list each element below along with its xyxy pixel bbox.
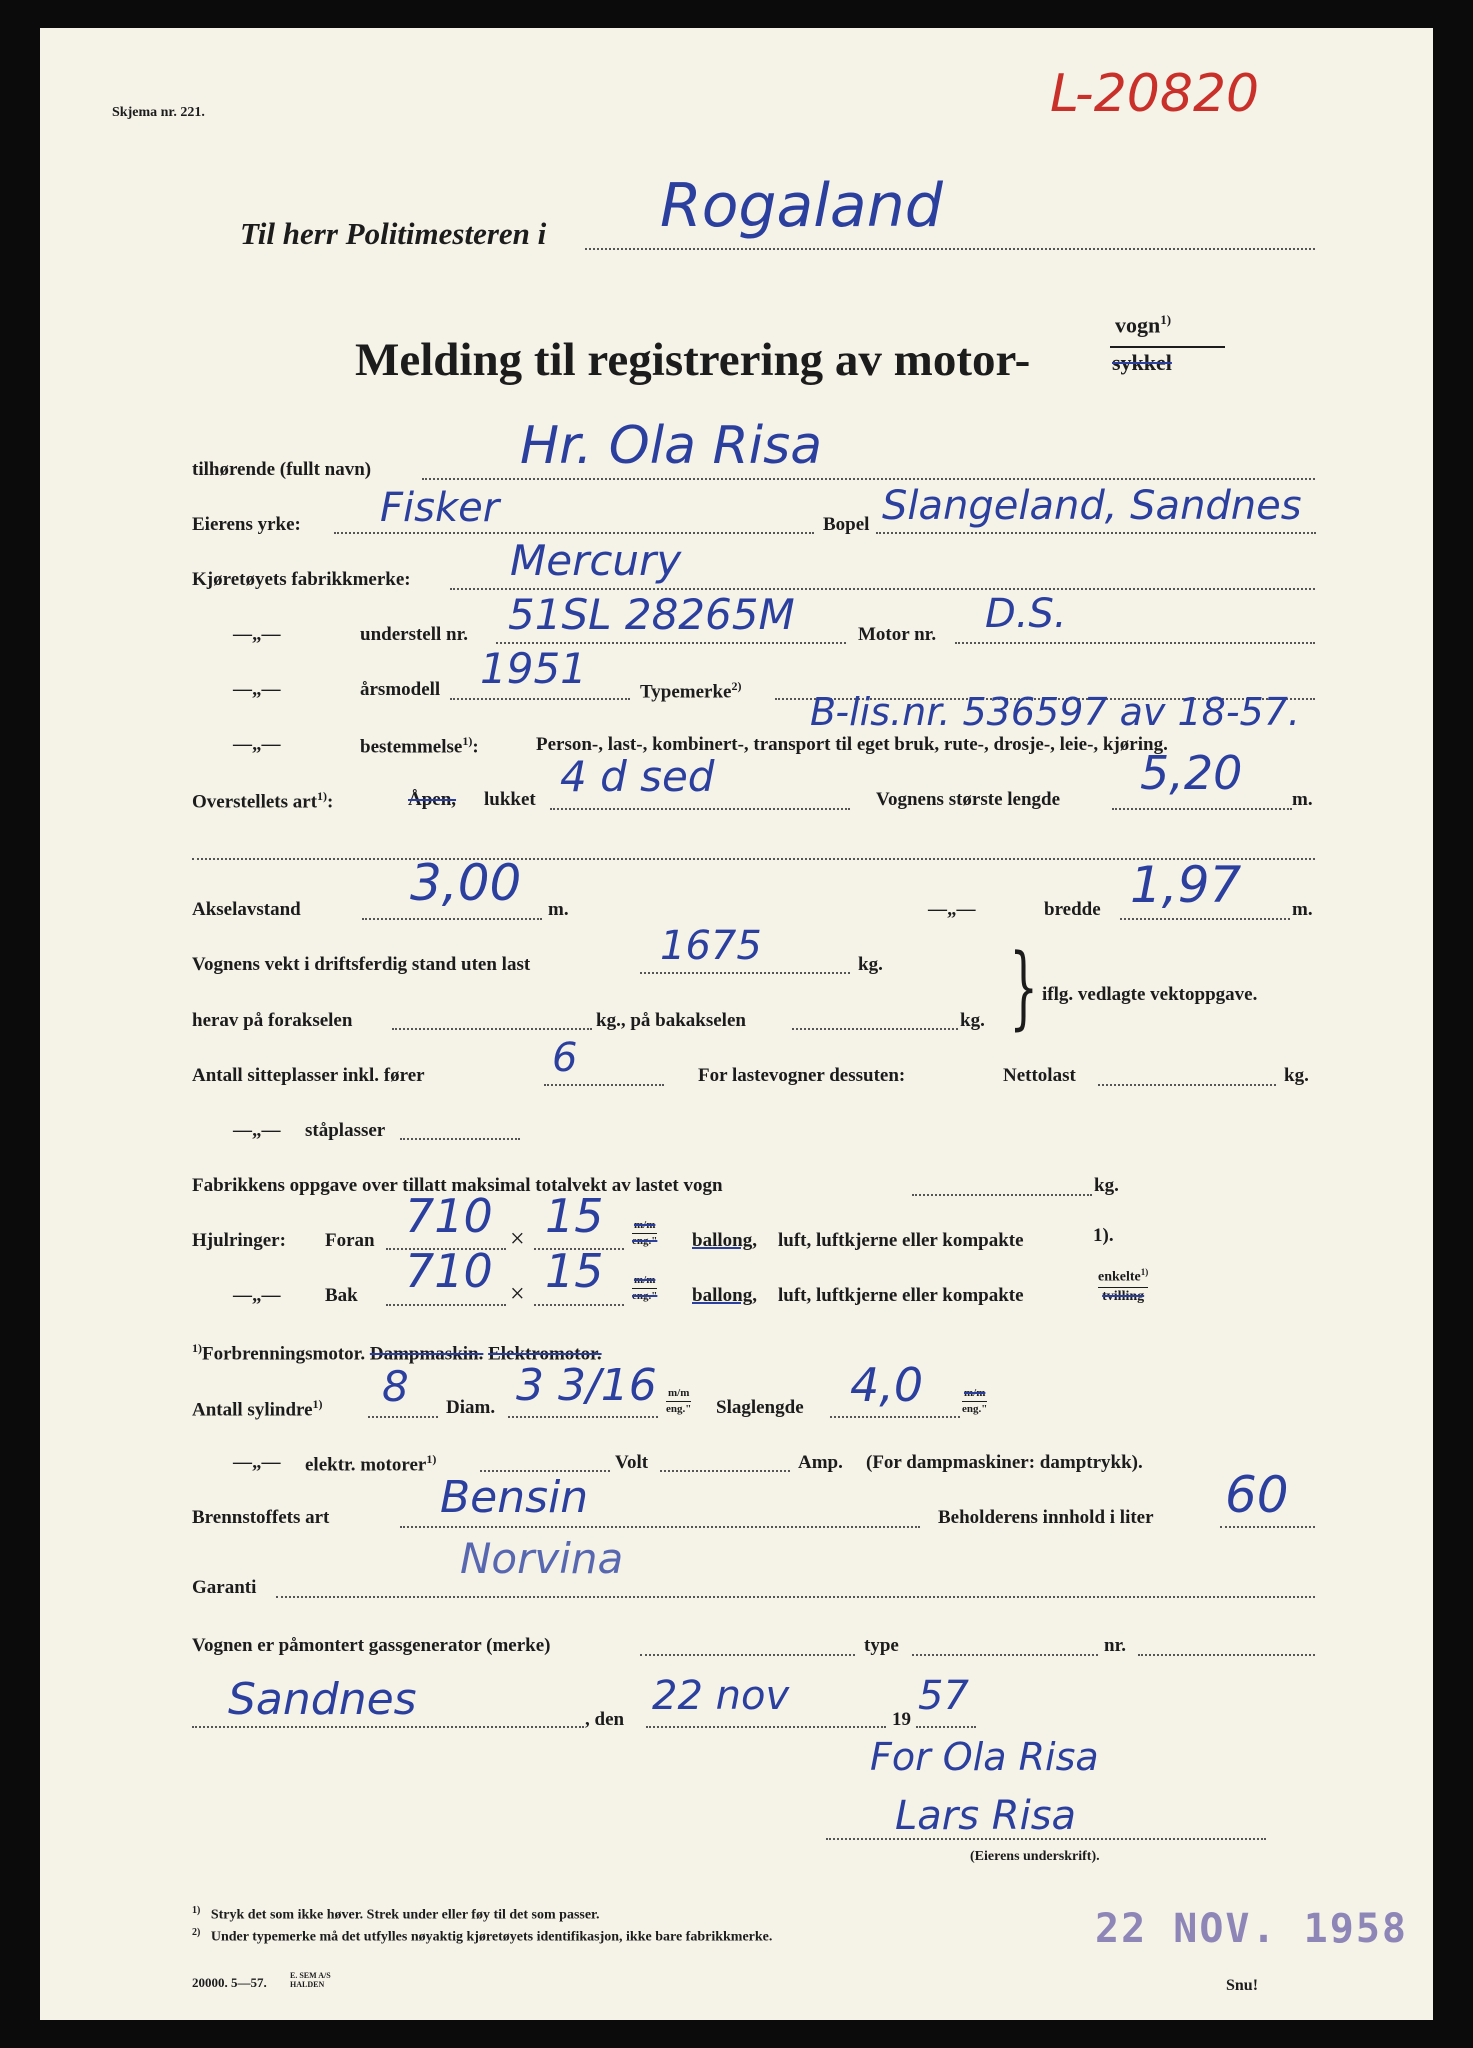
unit-kg: kg.	[960, 1010, 985, 1031]
dotted-line	[912, 1194, 1092, 1196]
dotted-line	[550, 808, 850, 810]
dotted-line	[450, 698, 630, 700]
residence-label: Bopel	[823, 514, 870, 535]
cylinders-label: Antall sylindre$^{1)}$	[192, 1397, 323, 1421]
signature-label: (Eierens underskrift).	[970, 1849, 1100, 1864]
width-value: 1,97	[1130, 856, 1242, 914]
ditto-mark: —„—	[928, 899, 976, 920]
den-label: , den	[585, 1709, 625, 1730]
length-value: 5,20	[1140, 746, 1243, 800]
unit-kg: kg.	[1284, 1065, 1309, 1086]
wheelbase-value: 3,00	[410, 854, 522, 912]
make-value: Mercury	[510, 536, 682, 585]
year-prefix: 19	[892, 1709, 911, 1730]
police-district: Rogaland	[660, 171, 943, 241]
tyre-ballong: ballong,	[692, 1285, 757, 1306]
body-open-struck: Åpen,	[408, 789, 457, 810]
signature-date: 22 nov	[652, 1673, 790, 1719]
signature-line-1: For Ola Risa	[870, 1735, 1099, 1779]
times-sign: ×	[510, 1224, 525, 1253]
weight-value: 1675	[660, 923, 762, 969]
dotted-line	[508, 1416, 658, 1418]
form-title: Melding til registrering av motor-	[355, 334, 1031, 386]
footnote-2: $^{2)}$ Under typemerke må det utfylles nøyaktig kjøretøyets identifikasjon, ikke bare fabrikkmerke.	[192, 1927, 773, 1945]
dotted-line	[362, 918, 542, 920]
tyre-ballong: ballong,	[692, 1230, 757, 1251]
dotted-line	[660, 1470, 790, 1472]
year-value: 1951	[480, 644, 587, 693]
ditto-mark: —„—	[233, 1120, 281, 1141]
brace: }	[1009, 935, 1038, 1040]
printer-name: E. SEM A/S HALDEN	[290, 1971, 331, 1989]
signature-place: Sandnes	[228, 1674, 417, 1725]
times-sign: ×	[510, 1279, 525, 1308]
front-label: Foran	[325, 1230, 375, 1251]
maxweight-label: Fabrikkens oppgave over tillatt maksimal totalvekt av lastet vogn	[192, 1175, 723, 1196]
dotted-line	[534, 1304, 624, 1306]
signature-line-2: Lars Risa	[895, 1793, 1077, 1839]
occupation-label: Eierens yrke:	[192, 514, 301, 535]
form-number: Skjema nr. 221.	[112, 105, 205, 120]
dotted-line	[392, 1028, 592, 1030]
unit-m: m.	[1292, 789, 1313, 810]
front-tyre-width: 710	[405, 1189, 493, 1243]
received-date-stamp: 22 NOV. 1958	[1095, 1906, 1408, 1952]
weight-label: Vognens vekt i driftsferdig stand uten last	[192, 954, 531, 975]
fuel-label: Brennstoffets art	[192, 1507, 330, 1528]
front-axle-label: herav på forakselen	[192, 1010, 353, 1031]
dotted-line	[912, 1654, 1098, 1656]
owner-label: tilhørende (fullt navn)	[192, 459, 372, 480]
diam-value: 3 3/16	[516, 1360, 657, 1411]
purpose-options: Person-, last-, kombinert-, transport til eget bruk, rute-, drosje-, leie-, kjøring.	[536, 734, 1168, 755]
wheelbase-label: Akselavstand	[192, 899, 301, 920]
unit-fraction: m/m eng."	[632, 1274, 658, 1302]
dotted-line	[792, 1028, 958, 1030]
ditto-mark: —„—	[233, 734, 281, 755]
amp-label: Amp.	[798, 1452, 843, 1473]
print-info: 20000. 5—57.	[192, 1975, 267, 1990]
chassis-value: 51SL 28265M	[508, 590, 795, 639]
year-suffix: 57	[918, 1673, 969, 1719]
rear-axle-label: kg., på bakakselen	[596, 1010, 746, 1031]
unit-fraction: m/m eng."	[962, 1387, 988, 1415]
length-label: Vognens største lengde	[876, 789, 1061, 810]
width-label: bredde	[1044, 899, 1101, 920]
tyre-types: luft, luftkjerne eller kompakte	[778, 1285, 1024, 1306]
unit-fraction: m/m eng."	[666, 1387, 692, 1415]
body-label: Overstellets art$^{1)}$:	[192, 789, 334, 813]
front-rim-size: 15	[545, 1189, 604, 1243]
unit-m: m.	[548, 899, 569, 920]
body-value: 4 d sed	[560, 752, 715, 801]
dotted-line	[830, 1416, 960, 1418]
cargo-label: For lastevogner dessuten:	[698, 1065, 906, 1086]
gas-label: Vognen er påmontert gassgenerator (merke)	[192, 1635, 551, 1656]
owner-value: Hr. Ola Risa	[520, 416, 823, 476]
unit-kg: kg.	[858, 954, 883, 975]
make-label: Kjøretøyets fabrikkmerke:	[192, 569, 411, 590]
ditto-mark: —„—	[233, 679, 281, 700]
dotted-line	[640, 1654, 855, 1656]
seats-label: Antall sitteplasser inkl. fører	[192, 1065, 425, 1086]
dotted-line	[400, 1526, 920, 1528]
tank-value: 60	[1225, 1466, 1289, 1524]
dotted-line	[1098, 1084, 1276, 1086]
rear-label: Bak	[325, 1285, 358, 1306]
vehicle-type-kept: vogn$^{1)}$	[1115, 312, 1172, 338]
nr-label: nr.	[1104, 1635, 1127, 1656]
fraction-bar	[1110, 346, 1225, 348]
dotted-line	[1138, 1654, 1315, 1656]
dotted-line	[1112, 808, 1292, 810]
dotted-line	[544, 1084, 664, 1086]
fuel-value: Bensin	[440, 1472, 589, 1523]
dotted-line	[422, 478, 1315, 480]
warranty-value: Norvina	[460, 1534, 624, 1583]
dotted-line	[826, 1838, 1266, 1840]
unit-m: m.	[1292, 899, 1313, 920]
stroke-label: Slaglengde	[716, 1397, 804, 1418]
ditto-mark: —„—	[233, 624, 281, 645]
wheels-label: Hjulringer:	[192, 1230, 286, 1251]
vehicle-type-struck: sykkel	[1112, 350, 1172, 375]
tyre-note: 1).	[1093, 1225, 1114, 1246]
unit-kg: kg.	[1094, 1175, 1119, 1196]
rear-rim-size: 15	[545, 1244, 604, 1298]
engine-types: $^{1)}$Forbrenningsmotor. Dampmaskin. Elektromotor.	[192, 1341, 602, 1365]
netload-label: Nettolast	[1003, 1065, 1076, 1086]
archive-number: L-20820	[1050, 64, 1260, 124]
dotted-line	[386, 1304, 506, 1306]
rear-tyre-width: 710	[405, 1244, 493, 1298]
seats-value: 6	[552, 1035, 578, 1081]
dotted-line	[646, 1726, 886, 1728]
typemark-label: Typemerke$^{2)}$	[640, 679, 742, 703]
tank-label: Beholderens innhold i liter	[938, 1507, 1154, 1528]
steam-label: (For dampmaskiner: damptrykk).	[866, 1452, 1143, 1473]
volt-label: Volt	[615, 1452, 649, 1473]
electric-label: elektr. motorer$^{1)}$	[305, 1452, 437, 1476]
dotted-line	[400, 1138, 520, 1140]
dotted-line	[368, 1416, 438, 1418]
dotted-line	[955, 642, 1315, 644]
single-twin-fraction: enkelte$^{1)}$ tvilling	[1098, 1267, 1149, 1304]
footnote-1: $^{1)}$ Stryk det som ikke høver. Strek under eller føy til det som passer.	[192, 1905, 600, 1923]
chassis-label: understell nr.	[360, 624, 469, 645]
diam-label: Diam.	[446, 1397, 496, 1418]
year-label: årsmodell	[360, 679, 441, 700]
dotted-line	[876, 532, 1316, 534]
dotted-line	[276, 1596, 1315, 1598]
turn-over-note: Snu!	[1226, 1977, 1259, 1994]
dotted-line	[640, 972, 850, 974]
weight-note: iflg. vedlagte vektoppgave.	[1042, 984, 1258, 1005]
salutation: Til herr Politimesteren i	[240, 216, 547, 251]
motor-label: Motor nr.	[858, 624, 937, 645]
dotted-line	[585, 248, 1315, 250]
stroke-value: 4,0	[850, 1358, 924, 1412]
dotted-line	[1220, 1526, 1315, 1528]
residence-value: Slangeland, Sandnes	[882, 483, 1302, 529]
dotted-line	[916, 1726, 976, 1728]
unit-fraction: m/m eng."	[632, 1219, 658, 1247]
dotted-line	[192, 1726, 584, 1728]
occupation-value: Fisker	[380, 485, 500, 531]
tyre-types: luft, luftkjerne eller kompakte	[778, 1230, 1024, 1251]
cylinders-value: 8	[382, 1362, 409, 1411]
ditto-mark: —„—	[233, 1452, 281, 1473]
form-sheet	[40, 28, 1433, 2020]
purpose-label: bestemmelse$^{1)}$:	[360, 734, 479, 758]
warranty-label: Garanti	[192, 1577, 257, 1598]
dotted-line	[1120, 918, 1290, 920]
standing-label: ståplasser	[305, 1120, 386, 1141]
purpose-handwritten: B-lis.nr. 536597 av 18-57.	[810, 690, 1300, 734]
type-label: type	[864, 1635, 899, 1656]
body-closed-label: lukket	[484, 789, 536, 810]
motor-value: D.S.	[985, 591, 1067, 637]
dotted-line	[334, 532, 814, 534]
ditto-mark: —„—	[233, 1285, 281, 1306]
